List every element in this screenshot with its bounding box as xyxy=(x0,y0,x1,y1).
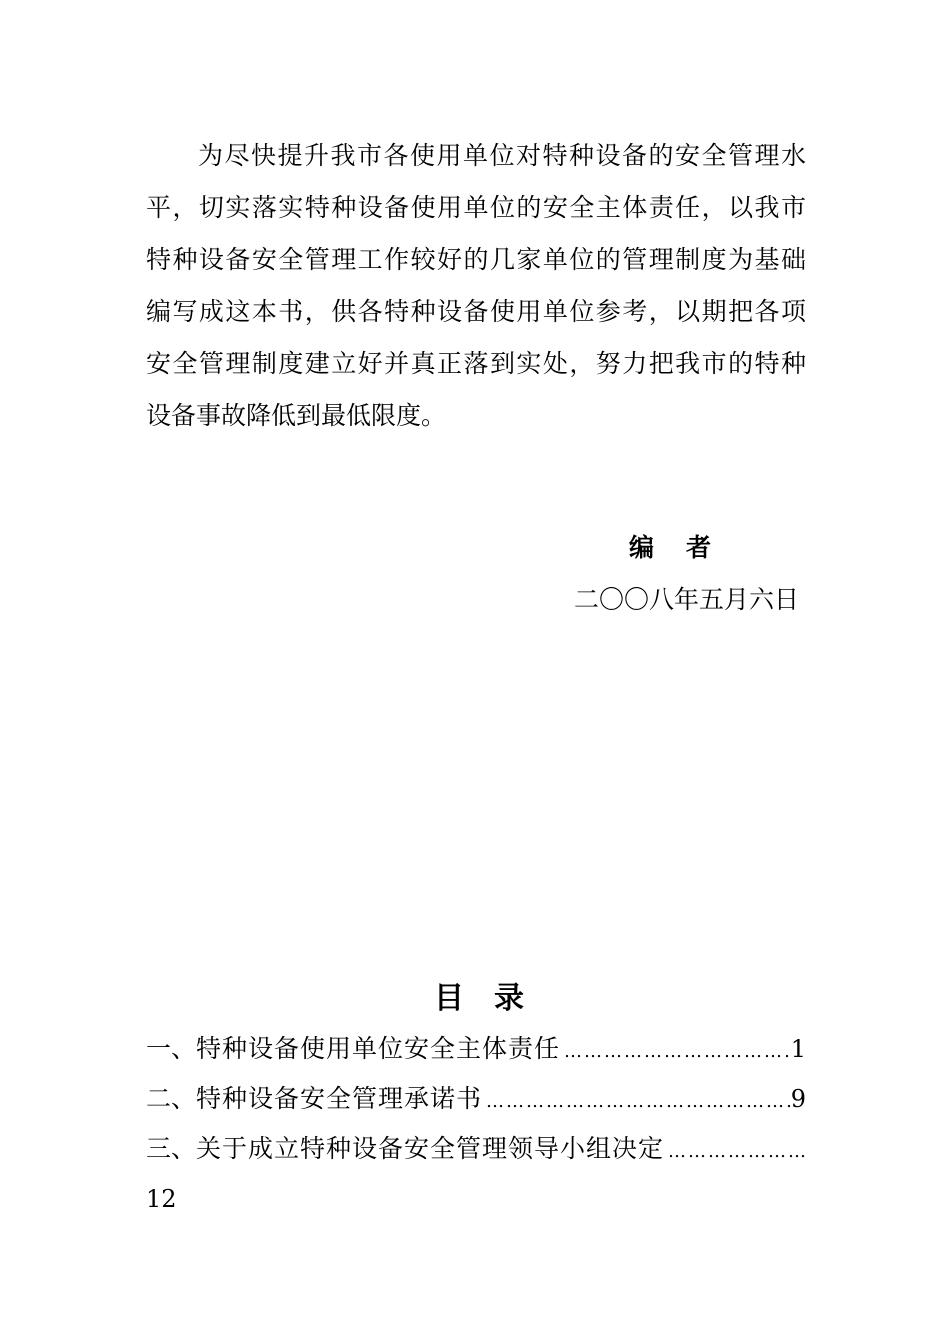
toc-item-label: 关于成立特种设备安全管理领导小组决定 xyxy=(196,1134,665,1163)
toc-item-label: 特种设备安全管理承诺书 xyxy=(196,1084,483,1113)
toc-item-page: 12 xyxy=(146,1185,177,1213)
toc-item-page: 1 xyxy=(790,1035,806,1063)
toc-item-number: 三、 xyxy=(146,1134,197,1163)
toc-leader-dots xyxy=(486,1077,791,1127)
preface-date: 二〇〇八年五月六日 xyxy=(574,585,800,614)
preface-line: 安全管理制度建立好并真正落到实处，努力把我市的特种 xyxy=(146,349,806,378)
toc-item-1[interactable] xyxy=(146,1024,806,1074)
toc-item-label: 特种设备使用单位安全主体责任 xyxy=(196,1034,561,1063)
toc-item-number: 一、 xyxy=(146,1034,197,1063)
preface-line: 平，切实落实特种设备使用单位的安全主体责任，以我市 xyxy=(146,193,806,222)
preface-line: 编写成这本书，供各特种设备使用单位参考，以期把各项 xyxy=(146,297,806,326)
preface-line: 特种设备安全管理工作较好的几家单位的管理制度为基础 xyxy=(146,245,806,274)
toc-item-3[interactable] xyxy=(146,1124,806,1174)
toc-title: 目录 xyxy=(434,981,554,1016)
toc-item-number: 二、 xyxy=(146,1084,197,1113)
preface-author: 编者 xyxy=(629,533,744,562)
toc-item-2[interactable] xyxy=(146,1074,806,1124)
preface-paragraph xyxy=(146,130,806,442)
preface-line: 为尽快提升我市各使用单位对特种设备的安全管理水 xyxy=(198,141,806,170)
table-of-contents xyxy=(146,1024,806,1224)
preface-line: 设备事故降低到最低限度。 xyxy=(146,401,447,430)
toc-leader-dots xyxy=(668,1127,806,1177)
toc-item-page: 9 xyxy=(790,1085,806,1113)
toc-leader-dots xyxy=(564,1027,791,1077)
